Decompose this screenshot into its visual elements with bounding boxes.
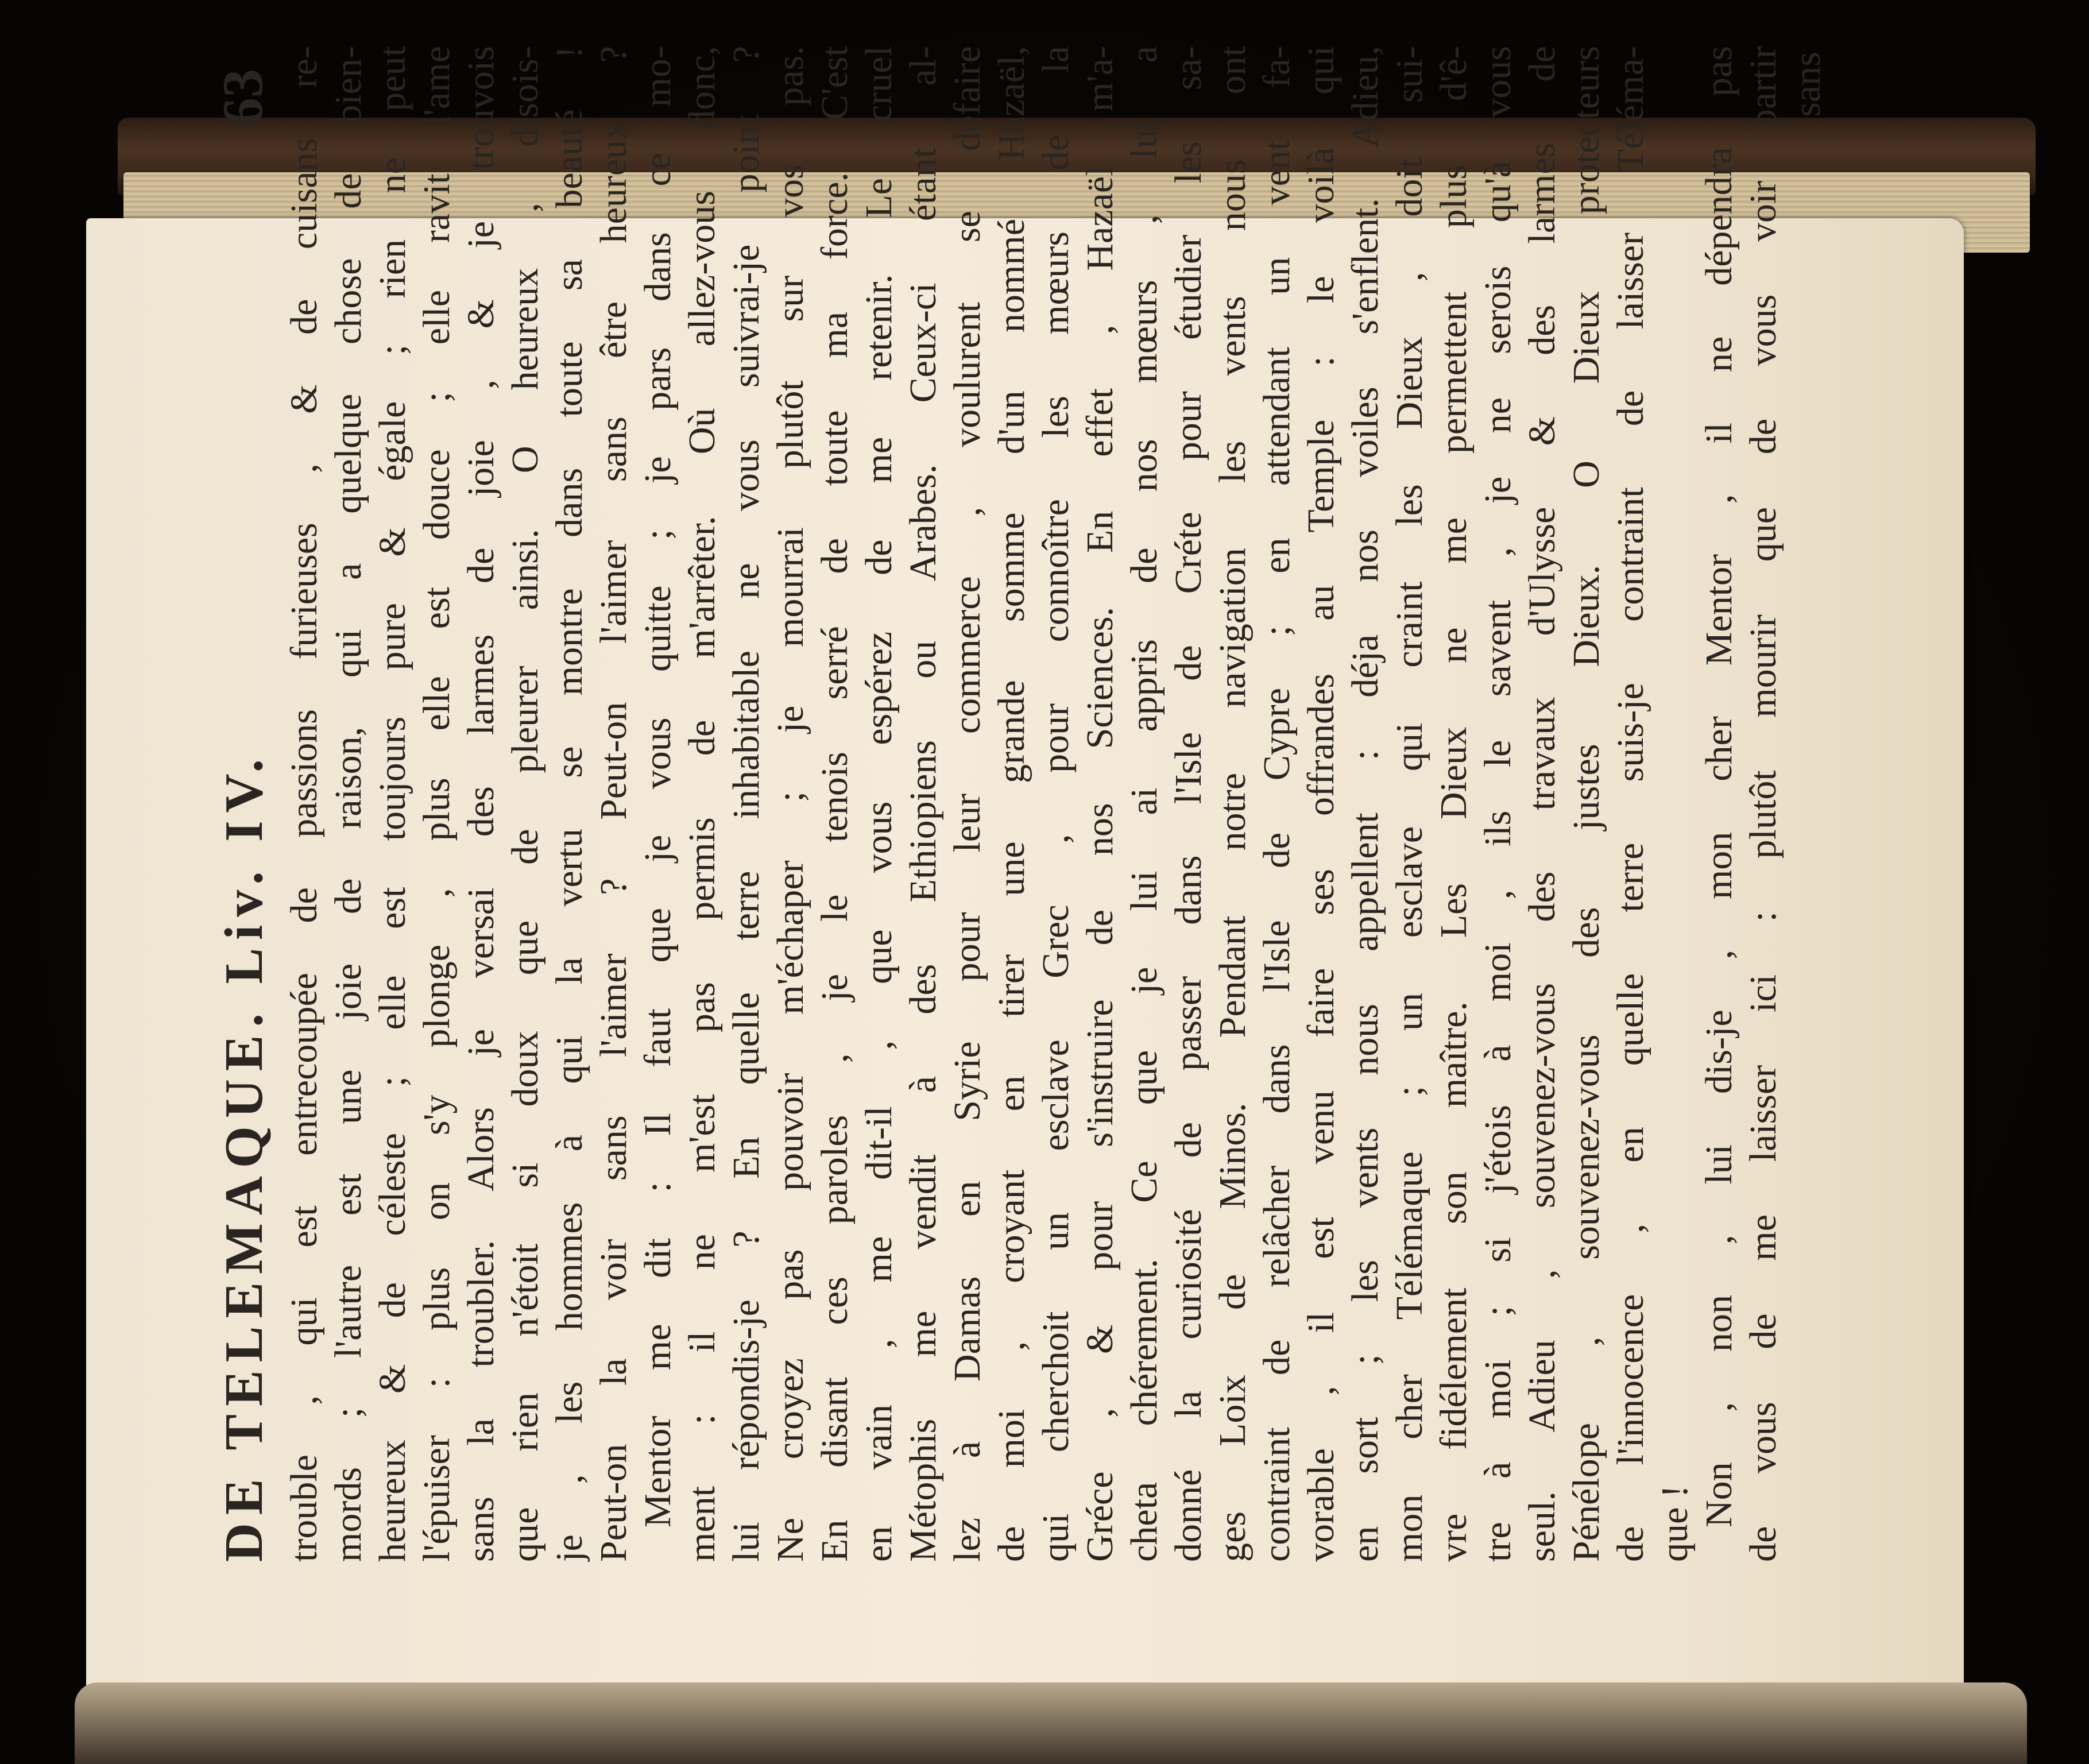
- text-line: tre à moi ; si j'étois à moi , ils le savent , je ne serois qu'à vous: [1477, 46, 1519, 1562]
- text-line: en sort ; les vents nous appellent : déja nos voiles s'enflent. Adieu,: [1344, 46, 1386, 1562]
- text-line: en vain , me dit-il , que vous espérez de me retenir. Le cruel: [858, 46, 900, 1562]
- text-line: que rien n'étoit si doux que de pleurer ainsi. O heureux , disois-: [504, 46, 546, 1562]
- facing-page-gutter: [75, 1682, 2027, 1764]
- text-line: Pénélope , souvenez-vous des justes Dieux. O Dieux protecteurs: [1565, 46, 1607, 1562]
- text-line: mon cher Télémaque ; un esclave qui craint les Dieux , doit sui-: [1388, 46, 1430, 1562]
- text-line: seul. Adieu , souvenez-vous des travaux d'Ulysse & des larmes de: [1521, 46, 1563, 1562]
- text-block: [210, 46, 1829, 1562]
- text-line: heureux & de céleste ; elle est toujours pure & égale ; rien ne peut: [372, 46, 413, 1562]
- text-line: En disant ces paroles , je le tenois serré de toute ma force. C'est: [814, 46, 856, 1562]
- text-line: de moi , croyant en tirer une grande somme d'un nommé Hazaël,: [991, 46, 1032, 1562]
- text-line: Métophis me vendit à des Ethiopiens ou Arabes. Ceux-ci étant al-: [902, 46, 944, 1562]
- text-line: l'épuiser : plus on s'y plonge , plus elle est douce ; elle ravit l'ame: [416, 46, 458, 1562]
- running-title: DE TELEMAQUE. Liv. IV.: [214, 751, 274, 1562]
- text-line: ges Loix de Minos. Pendant notre navigation les vents nous ont: [1212, 46, 1254, 1562]
- text-line: lez à Damas en Syrie pour leur commerce , voulurent se défaire: [946, 46, 988, 1562]
- text-line: de l'innocence , en quelle terre suis-je contraint de laisser Téléma-: [1610, 46, 1651, 1562]
- text-line: vre fidélement son maître. Les Dieux ne me permettent plus d'ê-: [1433, 46, 1475, 1562]
- text-line: lui répondis-je ? En quelle terre inhabitable ne vous suivrai-je point ?: [725, 46, 767, 1562]
- text-line: de vous de me laisser ici : plutôt mourir que de vous voir partir: [1742, 46, 1784, 1562]
- body-text: [282, 46, 1785, 1562]
- text-line: Ne croyez pas pouvoir m'échaper ; je mourrai plutôt sur vos pas.: [769, 46, 811, 1562]
- text-line: mords ; l'autre est une joie de raison, qui a quelque chose de bien-: [327, 46, 369, 1562]
- text-line: Gréce , & pour s'instruire de nos Sciences. En effet , Hazaël m'a-: [1079, 46, 1121, 1562]
- catchword: sans: [1786, 52, 1828, 117]
- text-line: sans la troubler. Alors je versai des larmes de joie , & je trouvois: [460, 46, 502, 1562]
- text-line: donné la curiosité de passer dans l'Isle de Créte pour étudier les sa-: [1167, 46, 1209, 1562]
- text-line: qui cherchoit un esclave Grec , pour connoître les mœurs de la: [1035, 46, 1077, 1562]
- text-line: vorable , il est venu faire ses offrandes au Temple : le voilà qui: [1300, 46, 1342, 1562]
- text-line: trouble , qui est entrecoupée de passions furieuses , & de cuisans re-: [283, 46, 325, 1562]
- text-line: Non , non , lui dis-je , mon cher Mentor , il ne dépendra pas: [1698, 46, 1740, 1527]
- text-line: cheta chérement. Ce que je lui ai appris de nos mœurs , lui a: [1123, 46, 1165, 1562]
- text-line: je , les hommes à qui la vertu se montre dans toute sa beauté !: [548, 46, 590, 1562]
- text-line: Peut-on la voir sans l'aimer ? Peut-on l'aimer sans être heureux ?: [593, 46, 635, 1562]
- text-line: Mentor me dit : Il faut que je vous quitte ; je pars dans ce mo-: [637, 46, 679, 1527]
- page-number: 63: [211, 69, 274, 126]
- text-line: contraint de relâcher dans l'Isle de Cypre ; en attendant un vent fa-: [1256, 46, 1298, 1562]
- running-head: [210, 46, 278, 1562]
- text-line: que !: [1654, 1485, 1696, 1562]
- text-line: ment : il ne m'est pas permis de m'arrêter. Où allez-vous donc,: [681, 46, 723, 1562]
